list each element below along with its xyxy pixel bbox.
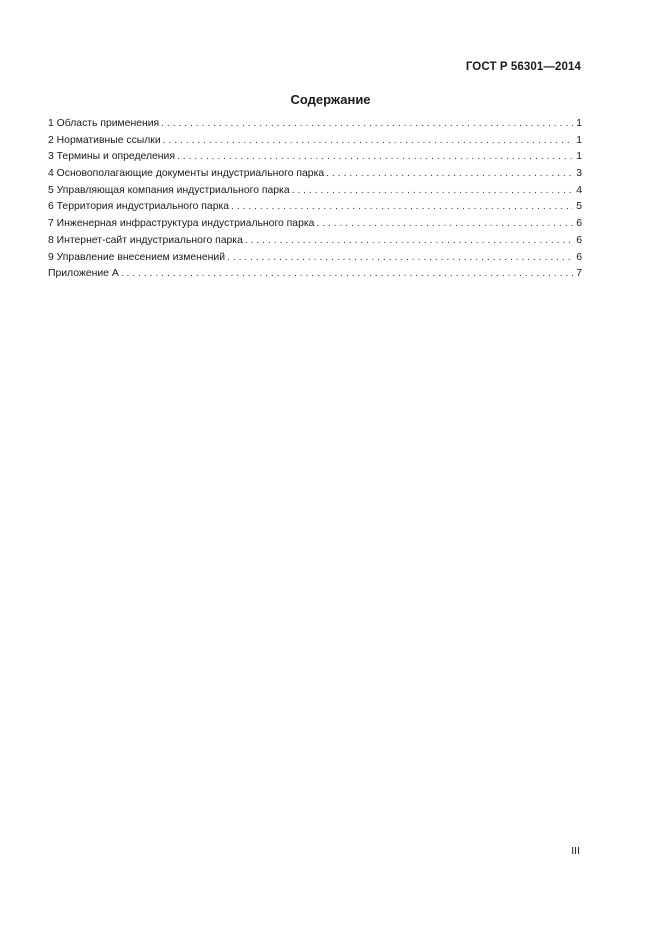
toc-title: Содержание — [290, 92, 371, 107]
toc-entry-page: 6 — [576, 234, 582, 246]
toc-dot-leader — [163, 135, 574, 146]
toc-entry[interactable] — [48, 151, 582, 168]
toc-entry-label: 3 Термины и определения — [48, 151, 175, 163]
toc-entry[interactable] — [48, 218, 582, 235]
toc-entry-label: 2 Нормативные ссылки — [48, 134, 161, 146]
toc-entry[interactable] — [48, 201, 582, 218]
document-code: ГОСТ Р 56301—2014 — [465, 61, 581, 73]
toc-entry-label: 6 Территория индустриального парка — [48, 201, 230, 213]
toc-entry-label: 7 Инженерная инфраструктура индустриального парка — [48, 218, 315, 230]
toc-entry-page: 6 — [576, 218, 582, 230]
toc-dot-leader — [231, 201, 573, 212]
toc-entry-label: 1 Область применения — [48, 118, 160, 129]
toc-dot-leader — [121, 268, 573, 279]
toc-entry-page: 1 — [576, 118, 582, 129]
toc-entry[interactable] — [48, 118, 582, 135]
toc-entry-label: 9 Управление внесением изменений — [48, 251, 226, 263]
toc-dot-leader — [161, 118, 573, 129]
toc-dot-leader — [177, 151, 573, 162]
toc-entry-page: 4 — [576, 184, 582, 196]
toc-entry-label: 4 Основополагающие документы индустриального парка — [48, 168, 325, 180]
toc-dot-leader — [292, 185, 574, 196]
toc-entry-page: 1 — [576, 151, 582, 163]
toc-dot-leader — [326, 168, 573, 179]
toc-dot-leader — [316, 218, 573, 229]
toc-entry[interactable] — [48, 168, 582, 185]
toc-dot-leader — [245, 235, 573, 246]
page-number: III — [571, 845, 580, 857]
toc-entry[interactable] — [48, 185, 582, 202]
toc-entry-page: 6 — [576, 251, 582, 263]
toc-entry[interactable] — [48, 135, 582, 152]
toc-entry-page: 7 — [576, 268, 582, 280]
toc-entry-page: 1 — [576, 134, 582, 146]
toc-dot-leader — [227, 252, 573, 263]
toc-entry[interactable] — [48, 252, 582, 269]
toc-entry-page: 3 — [576, 168, 582, 180]
toc-entry-page: 5 — [576, 201, 582, 213]
toc-entry-label: 5 Управляющая компания индустриального парка — [48, 184, 290, 196]
table-of-contents — [48, 118, 582, 285]
toc-entry[interactable] — [48, 235, 582, 252]
toc-entry-label: Приложение А — [48, 268, 119, 280]
toc-entry[interactable] — [48, 268, 582, 285]
toc-entry-label: 8 Интернет-сайт индустриального парка — [48, 234, 243, 246]
